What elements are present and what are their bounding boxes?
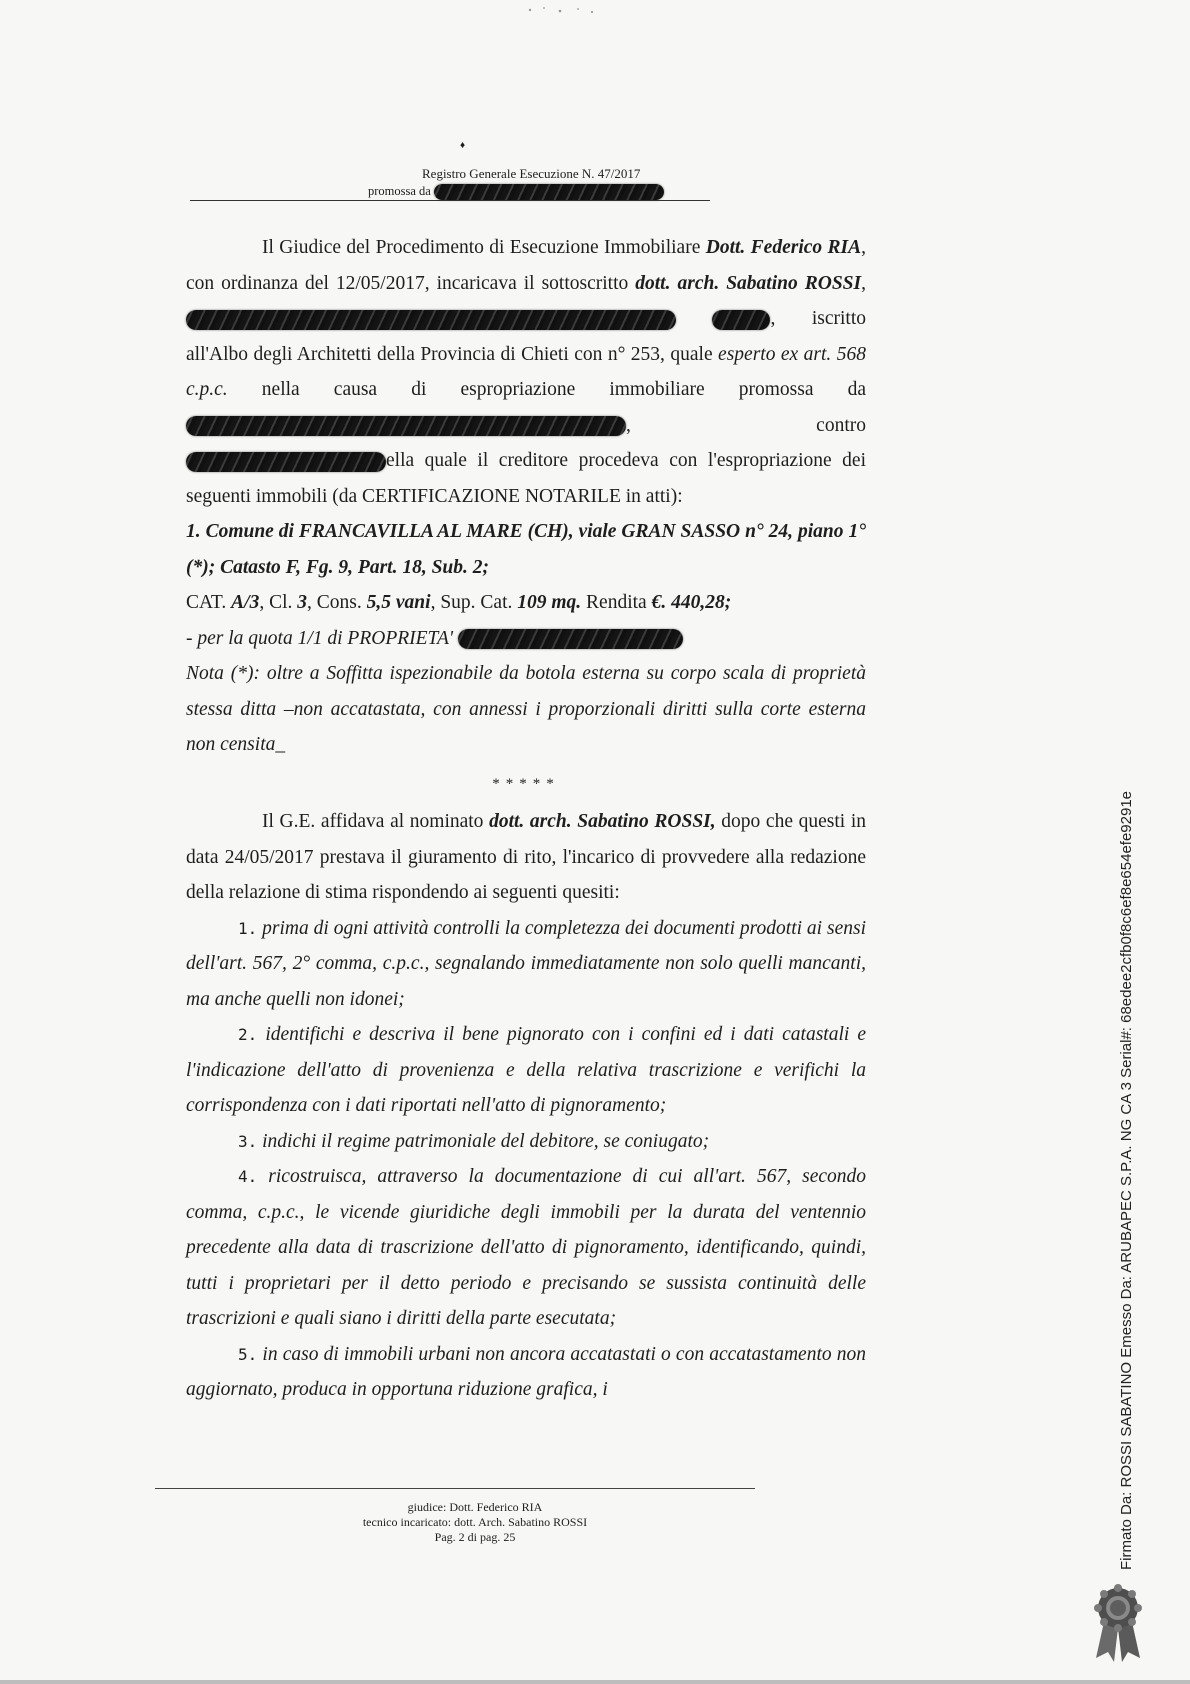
quesito-item [186, 1159, 866, 1337]
header-registro: Registro Generale Esecuzione N. 47/2017 [422, 166, 641, 181]
redaction [186, 452, 386, 472]
cons-value: 5,5 vani [366, 592, 431, 613]
quota-line [186, 621, 866, 657]
assignment-expert: dott. arch. Sabatino ROSSI, [489, 811, 716, 832]
header-divider [190, 200, 710, 201]
rendita-value: €. 440,28; [651, 592, 732, 613]
quesito-number: 5. [238, 1344, 258, 1364]
redaction [186, 310, 676, 330]
scan-noise [520, 0, 610, 18]
cadastral-line [186, 585, 866, 621]
header-promossa-label: promossa da [368, 184, 431, 198]
quesito-number: 1. [238, 918, 258, 938]
footer-text [355, 1500, 595, 1545]
sup-label: , Sup. Cat. [430, 592, 518, 613]
property-description: 1. Comune di FRANCAVILLA AL MARE (CH), viale GRAN SASSO n° 24, piano 1° (*); Catasto F, Fg. 9, Part. 18, Sub. 2; [186, 521, 866, 578]
redaction [458, 629, 683, 649]
quesito-item [186, 1337, 866, 1408]
quesito-text: indichi il regime patrimoniale del debitore, se coniugato; [262, 1130, 710, 1152]
judge-name: Dott. Federico RIA [705, 237, 862, 258]
rendita-label: Rendita [581, 592, 652, 613]
document-body [186, 230, 866, 1408]
quesito-item [186, 1124, 866, 1160]
sup-value: 109 mq. [517, 592, 582, 613]
quesito-text: identifichi e descriva il bene pignorato con i confini ed i dati catastali e l'indicazione dell'atto di provenienza e della relativa trascrizione e verifichi la corrispondenza con i dati riportati nell'atto di pignoramento; [186, 1024, 867, 1116]
quesito-number: 2. [238, 1025, 258, 1044]
class-value: 3 [297, 592, 308, 613]
expert-role: esperto ex art. 568 c.p.c. [186, 343, 866, 400]
assignment-text-2: dopo che questi in data 24/05/2017 prestava il giuramento di rito, l'incarico di provvedere alla redazione della relazione di stima rispondendo ai seguenti quesiti: [186, 811, 866, 903]
quesito-text: prima di ogni attività controlli la completezza dei documenti prodotti ai sensi dell'art. 567, 2° comma, c.p.c., segnalando immediatamente non solo quelli mancanti, ma anche quelli non idonei; [186, 917, 866, 1010]
cat-value: A/3 [231, 592, 260, 613]
intro-comma: , [861, 272, 866, 294]
digital-signature-stamp: Firmato Da: ROSSI SABATINO Emesso Da: ARUBAPEC S.P.A. NG CA 3 Serial#: 68edee2cfb0f8c6ef8e654efe9291e [1118, 790, 1135, 1570]
quesito-number: 3. [238, 1131, 258, 1151]
footer-tecnico: tecnico incaricato: dott. Arch. Sabatino ROSSI [362, 1515, 588, 1529]
expert-name: dott. arch. Sabatino ROSSI [635, 272, 862, 294]
quesito-item [186, 1017, 866, 1124]
nota-text: Nota (*): oltre a Soffitta ispezionabile da botola esterna su corpo scala di proprietà stessa ditta –non accatastata, con annessi i proporzionali diritti sulla corte esterna non censita_ [186, 663, 866, 755]
certification-seal-icon [1090, 1582, 1146, 1662]
intro-text-6: ella quale il creditore procedeva con l'espropriazione dei seguenti immobili (da CERTIFICAZIONE NOTARILE in atti): [186, 450, 866, 507]
quota-text: - per la quota 1/1 di PROPRIETA' [186, 627, 458, 649]
intro-text-3: , iscritto all'Albo degli Architetti della Provincia di Chieti con n° 253, quale [186, 308, 866, 365]
quesito-text: in caso di immobili urbani non ancora accatastati o con accatastamento non aggiornato, produca in opportuna riduzione grafica, i [186, 1343, 867, 1400]
intro-text-5: , contro [626, 414, 866, 436]
assignment-paragraph [186, 804, 866, 911]
intro-text-2: , con ordinanza del 12/05/2017, incaricava il sottoscritto [186, 237, 866, 294]
assignment-text-1: Il G.E. affidava al nominato [262, 811, 490, 832]
section-separator: ***** [492, 775, 560, 792]
intro-text-1: Il Giudice del Procedimento di Esecuzione Immobiliare [262, 237, 706, 258]
scan-edge [0, 1680, 1190, 1684]
property-item-1 [186, 514, 866, 585]
intro-text-4: nella causa di espropriazione immobiliare promossa da [227, 379, 866, 400]
cons-label: , Cons. [307, 592, 367, 613]
header-promossa [368, 184, 664, 200]
redaction [186, 416, 626, 436]
footer-giudice: giudice: Dott. Federico RIA [407, 1500, 543, 1514]
quesito-item [186, 911, 866, 1018]
page-number: Pag. 2 di pag. 25 [434, 1530, 516, 1544]
redaction [434, 184, 664, 200]
quesito-text: ricostruisca, attraverso la documentazione di cui all'art. 567, secondo comma, c.p.c., le vicende giuridiche degli immobili per la durata del ventennio precedente alla data di trascrizione dell'atto di pignoramento, identificando, quindi, tutti i proprietari per il detto periodo e precisando se sussista continuità delle trascrizioni e quali siano i diritti della parte esecutata; [186, 1166, 866, 1329]
scan-mark: ♦ [460, 140, 466, 151]
nota-paragraph [186, 656, 866, 763]
quesito-number: 4. [238, 1167, 258, 1186]
cat-label: CAT. [186, 592, 232, 613]
class-label: , Cl. [259, 592, 298, 613]
intro-paragraph [186, 230, 866, 514]
redaction [712, 310, 770, 330]
footer-divider [155, 1488, 755, 1489]
